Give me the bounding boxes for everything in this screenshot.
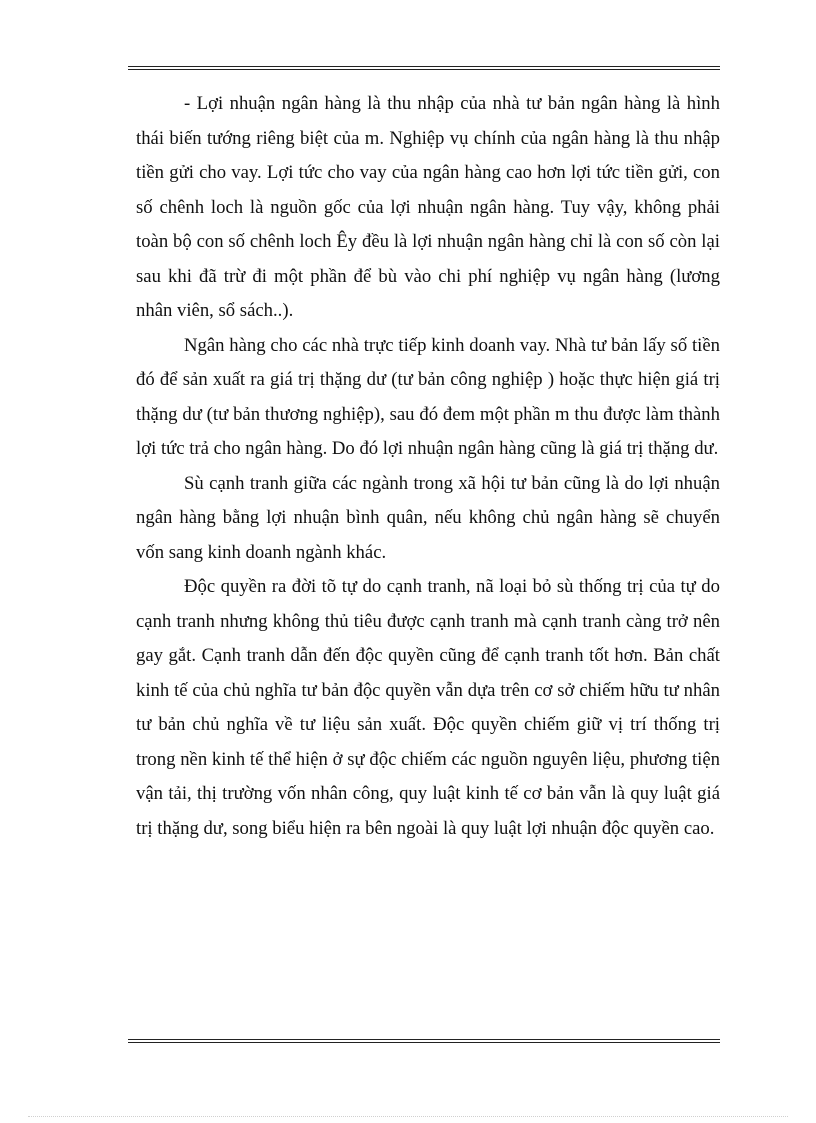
header-rule [128, 66, 720, 70]
paragraph-monopoly: Độc quyền ra đời tõ tự do cạnh tranh, nã loại bỏ sù thống trị của tự do cạnh tranh nhưng không thủ tiêu được cạnh tranh mà cạnh tranh càng trở nên gay gắt. Cạnh tranh dẫn đến độc quyền cũng để cạnh tranh tốt hơn. Bản chất kinh tế của chủ nghĩa tư bản độc quyền vẫn dựa trên cơ sở chiếm hữu tư nhân tư bản chủ nghĩa về tư liệu sản xuất. Độc quyền chiếm giữ vị trí thống trị trong nền kinh tế thể hiện ở sự độc chiếm các nguồn nguyên liệu, phương tiện vận tải, thị trường vốn nhân công, quy luật kinh tế cơ bản vẫn là quy luật giá trị thặng dư, song biểu hiện ra bên ngoài là quy luật lợi nhuận độc quyền cao. [136, 576, 720, 839]
paragraph-competition: Sù cạnh tranh giữa các ngành trong xã hội tư bản cũng là do lợi nhuận ngân hàng bằng lợi nhuận bình quân, nếu không chủ ngân hàng sẽ chuyển vốn sang kinh doanh ngành khác. [136, 472, 720, 563]
paragraph-bank-lending: Ngân hàng cho các nhà trực tiếp kinh doanh vay. Nhà tư bản lấy số tiền đó để sản xuất ra giá trị thặng dư (tư bản công nghiệp ) hoặc thực hiện giá trị thặng dư (tư bản thương nghiệp), sau đó đem một phần m thu được làm thành lợi tức trả cho ngân hàng. Do đó lợi nhuận ngân hàng cũng là giá trị thặng dư. [136, 334, 720, 459]
paragraph-bank-profit: - Lợi nhuận ngân hàng là thu nhập của nhà tư bản ngân hàng là hình thái biến tướng riêng biệt của m. Nghiệp vụ chính của ngân hàng là thu nhập tiền gửi cho vay. Lợi tức cho vay của ngân hàng cao hơn lợi tức tiền gửi, con số chênh loch là nguồn gốc của lợi nhuận ngân hàng. Tuy vậy, không phải toàn bộ con số chênh loch Êy đều là lợi nhuận ngân hàng chỉ là con số còn lại sau khi đã trừ đi một phần để bù vào chi phí nghiệp vụ ngân hàng (lương nhân viên, sổ sách..). [136, 93, 720, 321]
footer-rule [128, 1039, 720, 1043]
page-edge-divider [28, 1116, 788, 1117]
document-body [136, 87, 720, 846]
